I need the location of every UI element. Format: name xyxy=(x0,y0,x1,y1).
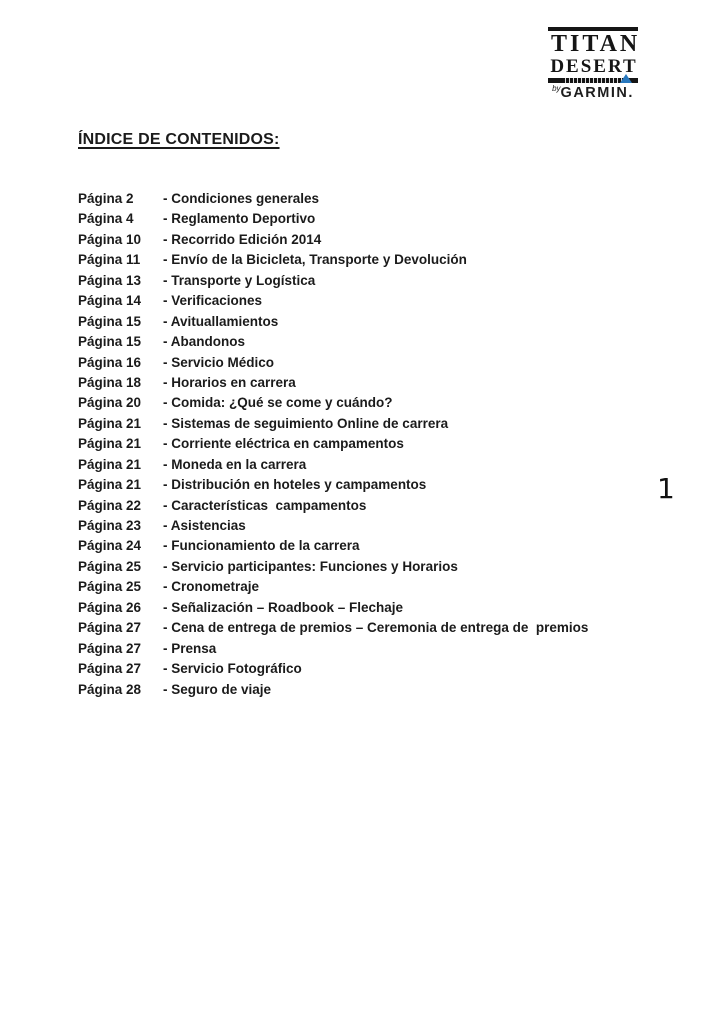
toc-entry-label: - Distribución en hoteles y campamentos xyxy=(163,477,427,493)
toc-entry-label: - Abandonos xyxy=(163,334,245,350)
logo-desert-text: DESERT xyxy=(550,56,638,77)
toc-entry-label: - Envío de la Bicicleta, Transporte y Devolución xyxy=(163,252,467,268)
toc-page-label: Página 28 xyxy=(78,681,142,697)
toc-entry-label: - Servicio Médico xyxy=(163,354,275,370)
toc-row xyxy=(78,230,638,250)
toc-page-label: Página 21 xyxy=(78,456,142,472)
logo-titan-text: TITAN xyxy=(551,31,641,57)
page-number: 1 xyxy=(657,472,675,505)
toc-entry-label: - Seguro de viaje xyxy=(163,681,272,697)
toc-entry-label: - Transporte y Logística xyxy=(163,272,316,288)
toc-page-label: Página 27 xyxy=(78,620,142,636)
toc-entry-label: - Sistemas de seguimiento Online de carrera xyxy=(163,415,449,431)
toc-page-label: Página 10 xyxy=(78,231,142,247)
toc-page-label: Página 24 xyxy=(78,538,142,554)
toc-row xyxy=(78,680,638,700)
toc-row xyxy=(78,209,638,229)
toc-entry-label: - Asistencias xyxy=(163,518,246,533)
toc-entry-label: - Recorrido Edición 2014 xyxy=(163,231,322,247)
toc-row xyxy=(78,659,638,679)
toc-entry-label: - Horarios en carrera xyxy=(163,374,296,390)
toc-page-label: Página 21 xyxy=(78,415,142,431)
toc-row xyxy=(78,373,638,393)
toc-entry-label: - Corriente eléctrica en campamentos xyxy=(163,436,404,452)
logo-brand-text: GARMIN. xyxy=(560,85,634,101)
toc-entry-label: - Condiciones generales xyxy=(163,191,320,206)
toc-page-label: Página 16 xyxy=(78,354,142,370)
toc-row xyxy=(78,516,638,536)
toc-row xyxy=(78,271,638,291)
toc-entry-label: - Cena de entrega de premios – Ceremonia de entrega de premios xyxy=(163,620,589,636)
toc-page-label: Página 14 xyxy=(78,293,142,309)
toc-page-label: Página 27 xyxy=(78,661,142,677)
toc-row xyxy=(78,496,638,516)
page-title: ÍNDICE DE CONTENIDOS: xyxy=(78,131,280,148)
toc-row xyxy=(78,291,638,311)
toc-row xyxy=(78,393,638,413)
toc-page-label: Página 13 xyxy=(78,272,142,288)
toc-row xyxy=(78,455,638,475)
toc-row xyxy=(78,536,638,556)
toc-row xyxy=(78,353,638,373)
toc-entry-label: - Servicio Fotográfico xyxy=(163,661,302,677)
toc-entry-label: - Cronometraje xyxy=(163,579,260,595)
toc-entry-label: - Verificaciones xyxy=(163,293,263,309)
toc-list xyxy=(78,189,638,700)
logo-tagline-bar xyxy=(548,78,638,83)
toc-entry-label: - Características campamentos xyxy=(163,497,367,513)
toc-entry-label: - Avituallamientos xyxy=(163,313,279,329)
toc-page-label: Página 2 xyxy=(78,191,134,206)
toc-page-label: Página 22 xyxy=(78,497,142,513)
logo-garmin-text xyxy=(548,84,638,101)
toc-entry-label: - Moneda en la carrera xyxy=(163,456,307,472)
titan-desert-garmin-logo xyxy=(548,27,641,101)
toc-entry-label: - Servicio participantes: Funciones y Horarios xyxy=(163,558,458,574)
garmin-delta-icon xyxy=(620,74,632,83)
toc-page-label: Página 25 xyxy=(78,558,142,574)
toc-entry-label: - Funcionamiento de la carrera xyxy=(163,538,360,554)
toc-row xyxy=(78,312,638,332)
toc-page-label: Página 4 xyxy=(78,211,134,227)
toc-row xyxy=(78,618,638,638)
toc-row xyxy=(78,475,638,495)
toc-row xyxy=(78,250,638,270)
toc-row xyxy=(78,639,638,659)
toc-row xyxy=(78,577,638,597)
toc-page-label: Página 15 xyxy=(78,334,142,350)
toc-page-label: Página 26 xyxy=(78,599,142,615)
toc-row xyxy=(78,414,638,434)
toc-entry-label: - Comida: ¿Qué se come y cuándo? xyxy=(163,395,393,411)
toc-page-label: Página 23 xyxy=(78,518,142,533)
toc-entry-label: - Reglamento Deportivo xyxy=(163,211,316,227)
toc-row xyxy=(78,189,638,209)
toc-row xyxy=(78,434,638,454)
toc-page-label: Página 15 xyxy=(78,313,142,329)
toc-page-label: Página 21 xyxy=(78,436,142,452)
toc-row xyxy=(78,557,638,577)
logo-by-text: by xyxy=(552,84,561,93)
toc-page-label: Página 25 xyxy=(78,579,142,595)
toc-entry-label: - Prensa xyxy=(163,640,217,656)
toc-entry-label: - Señalización – Roadbook – Flechaje xyxy=(163,599,404,615)
toc-page-label: Página 27 xyxy=(78,640,142,656)
toc-page-label: Página 21 xyxy=(78,477,142,493)
toc-row xyxy=(78,332,638,352)
toc-page-label: Página 20 xyxy=(78,395,142,411)
toc-row xyxy=(78,598,638,618)
toc-page-label: Página 11 xyxy=(78,252,141,268)
toc-page-label: Página 18 xyxy=(78,374,142,390)
